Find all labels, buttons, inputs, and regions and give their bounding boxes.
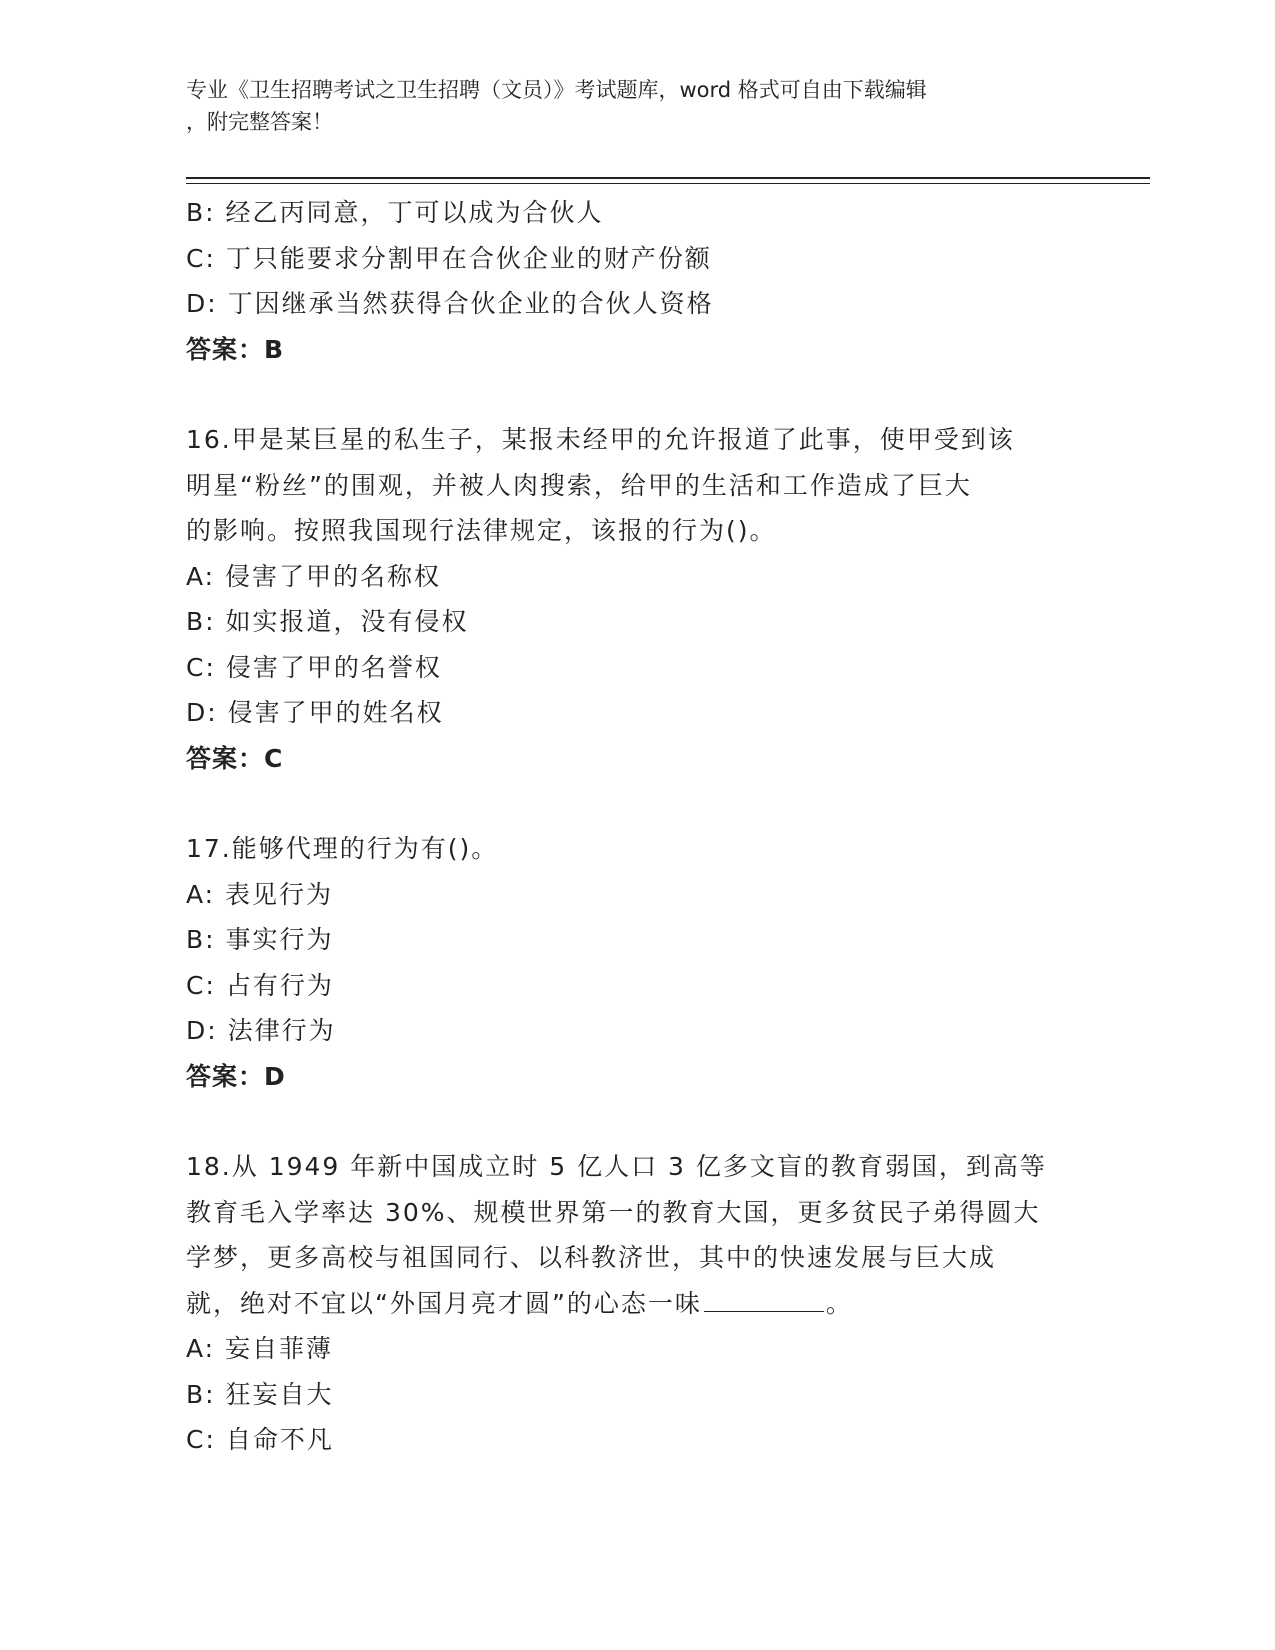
option-text: 狂妄自大	[225, 1379, 334, 1409]
header-divider-thin	[186, 183, 1150, 184]
option-d	[186, 281, 1086, 327]
document-header	[186, 74, 1066, 138]
option-label: B:	[186, 198, 216, 227]
stem-text: 。	[825, 1288, 853, 1318]
question-stem-line: 的影响。按照我国现行法律规定，该报的行为()。	[186, 516, 777, 545]
option-text: 法律行为	[227, 1016, 336, 1045]
question-stem-line	[186, 1281, 1086, 1327]
option-b	[186, 917, 1086, 963]
option-label: B:	[186, 1379, 216, 1409]
option-d	[186, 690, 1086, 736]
question-stem-line: 18.从 1949 年新中国成立时 5 亿人口 3 亿多文盲的教育弱国，到高等	[186, 1152, 1047, 1181]
header-title-line2: ，附完整答案！	[186, 110, 333, 134]
option-label: B:	[186, 607, 216, 636]
option-text: 如实报道，没有侵权	[225, 607, 469, 636]
option-c	[186, 1417, 1086, 1463]
question-18	[186, 1144, 1086, 1463]
option-text: 事实行为	[225, 925, 334, 954]
option-b	[186, 190, 1086, 236]
option-text: 经乙丙同意，丁可以成为合伙人	[225, 198, 604, 227]
option-b	[186, 599, 1086, 645]
option-label: A:	[186, 1334, 216, 1363]
answer-line: 答案：D	[186, 1061, 286, 1091]
option-label: A:	[186, 561, 216, 591]
option-a	[186, 1326, 1086, 1372]
option-label: C:	[186, 1425, 216, 1454]
stem-text: 就，绝对不宜以“外国月亮才圆”的心态一味	[186, 1288, 702, 1318]
question-stem-line: 17.能够代理的行为有()。	[186, 834, 499, 863]
option-a	[186, 872, 1086, 918]
option-text: 占有行为	[225, 970, 334, 1000]
option-label: A:	[186, 879, 216, 909]
question-stem-line: 教育毛入学率达 30%、规模世界第一的教育大国，更多贫民子弟得圆大	[186, 1197, 1041, 1227]
question-17	[186, 826, 1086, 1099]
option-label: D:	[186, 1016, 218, 1045]
option-text: 表见行为	[225, 879, 334, 909]
option-label: D:	[186, 698, 218, 727]
question-stem-line: 16.甲是某巨星的私生子，某报未经甲的允许报道了此事，使甲受到该	[186, 425, 1015, 454]
option-text: 侵害了甲的名誉权	[225, 652, 442, 682]
answer-line: 答案：C	[186, 743, 284, 773]
header-divider-thick	[186, 177, 1150, 179]
option-a	[186, 554, 1086, 600]
option-text: 丁只能要求分割甲在合伙企业的财产份额	[225, 243, 712, 273]
option-label: B:	[186, 925, 216, 954]
option-text: 丁因继承当然获得合伙企业的合伙人资格	[227, 289, 714, 318]
option-label: D:	[186, 289, 218, 318]
question-16	[186, 417, 1086, 781]
option-text: 侵害了甲的姓名权	[227, 698, 444, 727]
option-c	[186, 645, 1086, 691]
header-title-line1: 专业《卫生招聘考试之卫生招聘（文员）》考试题库，word 格式可自由下载编辑	[186, 78, 927, 102]
option-b	[186, 1372, 1086, 1418]
question-list	[186, 190, 1086, 1463]
question-stem-line: 明星“粉丝”的围观，并被人肉搜索，给甲的生活和工作造成了巨大	[186, 470, 972, 500]
option-label: C:	[186, 243, 216, 273]
question-15-continued	[186, 190, 1086, 372]
option-label: C:	[186, 652, 216, 682]
option-text: 自命不凡	[225, 1425, 334, 1454]
question-stem-line: 学梦，更多高校与祖国同行、以科教济世，其中的快速发展与巨大成	[186, 1243, 997, 1272]
fill-in-blank	[704, 1289, 824, 1312]
option-text: 妄自菲薄	[225, 1334, 334, 1363]
option-c	[186, 963, 1086, 1009]
answer-line: 答案：B	[186, 334, 285, 364]
option-c	[186, 236, 1086, 282]
option-d	[186, 1008, 1086, 1054]
option-label: C:	[186, 970, 216, 1000]
option-text: 侵害了甲的名称权	[225, 561, 442, 591]
